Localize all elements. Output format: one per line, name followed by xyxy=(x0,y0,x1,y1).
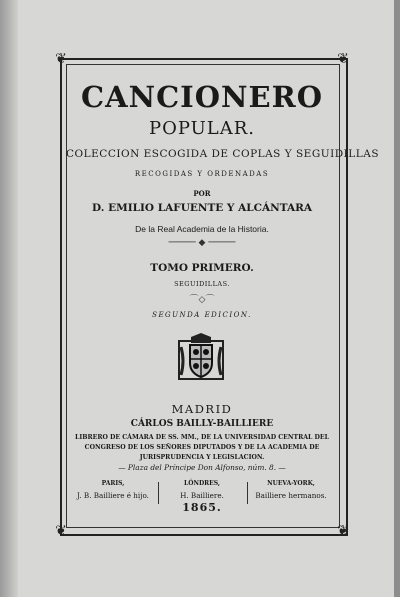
divider-ornament-icon: ───── ◆ ───── xyxy=(168,238,236,248)
book-title: CANCIONERO xyxy=(81,80,323,114)
corner-ornament-icon: ❦ xyxy=(337,51,349,67)
collection-description: COLECCION ESCOGIDA DE COPLAS Y SEGUIDILLAS xyxy=(66,148,380,160)
branch-paris: PARIS, J. B. Bailliere é hijo. xyxy=(77,480,149,500)
corner-ornament-icon: ❦ xyxy=(55,51,67,67)
branch-new-york: NUEVA-YORK, Bailliere hermanos. xyxy=(255,480,327,500)
author-name: D. EMILIO LAFUENTE Y ALCÁNTARA xyxy=(92,202,312,214)
coat-of-arms-icon xyxy=(176,333,226,383)
by-label: POR xyxy=(193,189,211,198)
corner-ornament-icon: ❦ xyxy=(337,523,349,539)
volume-subtitle: SEGUIDILLAS. xyxy=(174,280,230,288)
book-subtitle: POPULAR. xyxy=(148,118,256,139)
author-affiliation: De la Real Academia de la Historia. xyxy=(135,224,269,234)
edition-label: SEGUNDA EDICION. xyxy=(152,311,252,319)
page-binding-edge xyxy=(0,0,18,597)
branch-london: LÓNDRES, H. Bailliere. xyxy=(180,480,224,500)
publication-city: MADRID xyxy=(171,402,233,416)
publication-year: 1865. xyxy=(182,501,222,514)
volume-label: TOMO PRIMERO. xyxy=(150,262,254,274)
publisher-name: CÁRLOS BAILLY-BAILLIERE xyxy=(130,419,274,429)
gathered-line: RECOGIDAS Y ORDENADAS xyxy=(134,170,270,178)
publisher-credentials: LIBRERO DE CÁMARA DE SS. MM., DE LA UNIVERSIDAD CENTRAL DEL CONGRESO DE LOS SEÑORES DIPUTADOS Y DE LA ACADEMIA DE JURISPRUDENCIA Y LEGISLACION. xyxy=(75,434,329,461)
small-ornament-icon: ⌒◇⌒ xyxy=(189,295,215,305)
corner-ornament-icon: ❦ xyxy=(55,523,67,539)
publisher-address: — Plaza del Príncipe Don Alfonso, núm. 8. — xyxy=(118,463,286,472)
